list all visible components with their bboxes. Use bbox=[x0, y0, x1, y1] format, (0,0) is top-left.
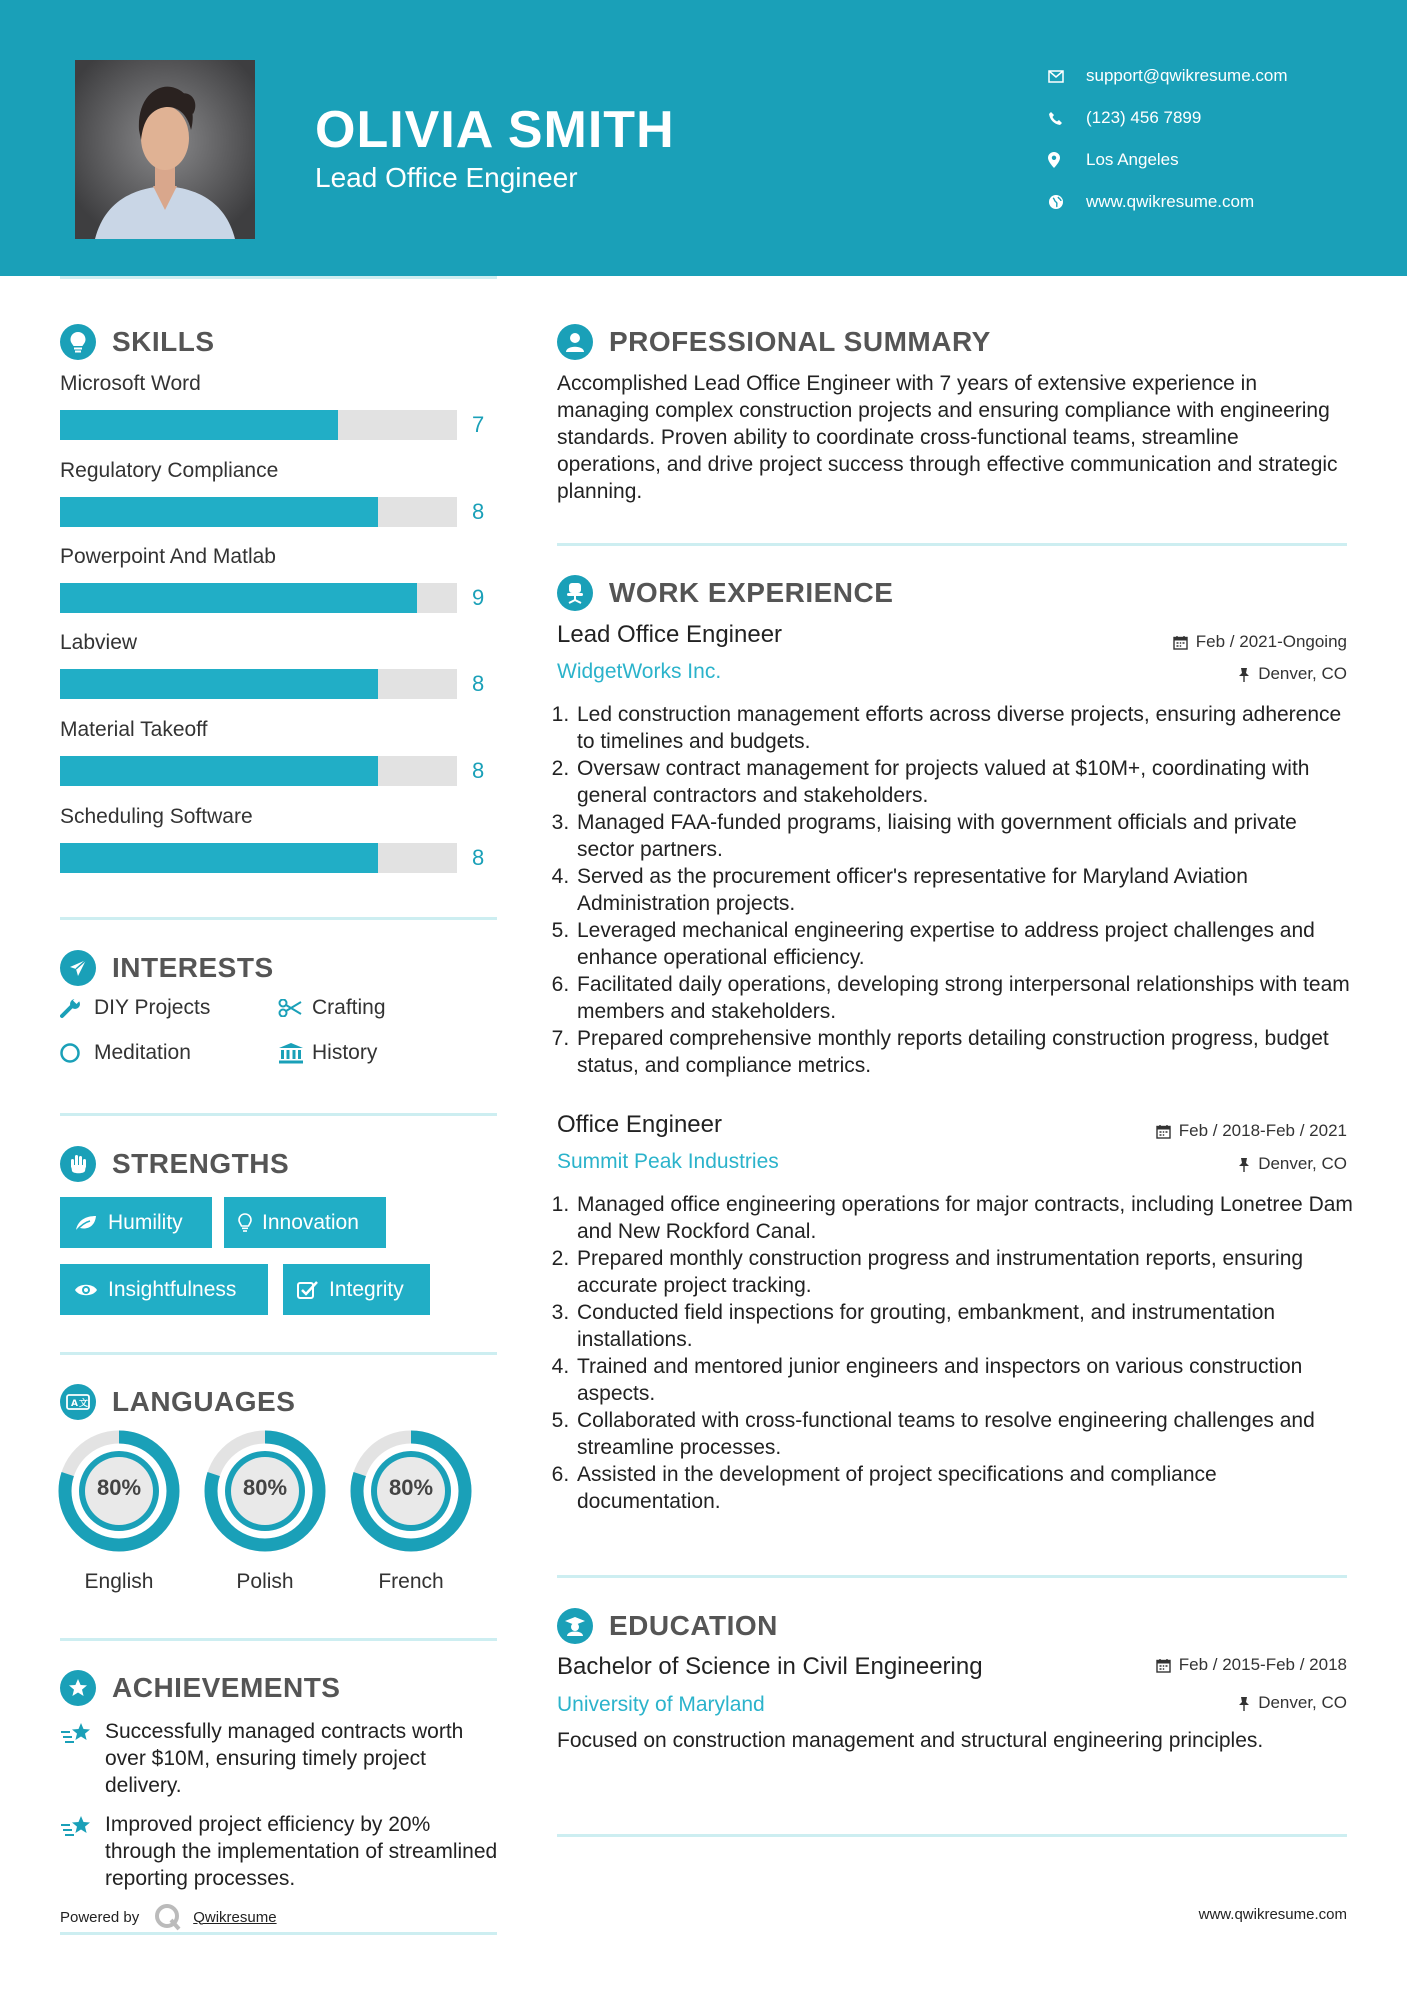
qwikresume-logo-icon bbox=[153, 1902, 183, 1932]
school-name: University of Maryland bbox=[557, 1693, 765, 1716]
skill-value: 8 bbox=[472, 671, 485, 696]
skill-item bbox=[60, 718, 500, 783]
skill-bar bbox=[60, 669, 457, 699]
hand-icon bbox=[60, 1146, 96, 1182]
skill-name: Microsoft Word bbox=[60, 372, 201, 395]
shooting-star-icon bbox=[60, 1718, 105, 1799]
skill-name: Regulatory Compliance bbox=[60, 459, 279, 482]
contact-phone[interactable] bbox=[1048, 97, 1288, 139]
language-percent: 80% bbox=[388, 1475, 434, 1500]
strengths-title: STRENGTHS bbox=[112, 1148, 290, 1179]
job-dates-text: Feb / 2018-Feb / 2021 bbox=[1178, 1121, 1347, 1140]
duty-item: 2. Prepared monthly construction progress and instrumentation reports, ensuring accurate project tracking. bbox=[575, 1245, 1357, 1299]
achievement-text: Improved project efficiency by 20% through the implementation of streamlined reporting processes. bbox=[105, 1813, 498, 1890]
skill-name: Scheduling Software bbox=[60, 805, 253, 828]
candidate-title: Lead Office Engineer bbox=[315, 162, 578, 193]
user-icon bbox=[557, 324, 593, 360]
check-square-icon bbox=[297, 1280, 319, 1300]
skill-value: 8 bbox=[472, 845, 485, 870]
strength-tag bbox=[60, 1264, 268, 1315]
star-badge-icon bbox=[60, 1670, 96, 1706]
language-percent: 80% bbox=[242, 1475, 288, 1500]
divider bbox=[557, 1575, 1347, 1578]
lightbulb-icon bbox=[60, 324, 96, 360]
duty-item: 7. Prepared comprehensive monthly reports detailing construction progress, budget status, and compliance metrics. bbox=[575, 1025, 1357, 1079]
resume-header bbox=[0, 0, 1407, 276]
education-title: EDUCATION bbox=[609, 1610, 778, 1641]
achievement-item bbox=[60, 1718, 500, 1799]
office-chair-icon bbox=[557, 575, 593, 611]
contact-website-text: www.qwikresume.com bbox=[1086, 192, 1255, 211]
languages-title: LANGUAGES bbox=[112, 1386, 296, 1417]
circle-icon bbox=[60, 1042, 94, 1064]
scissors-icon bbox=[278, 999, 312, 1017]
experience-title: WORK EXPERIENCE bbox=[609, 577, 894, 608]
skill-bar bbox=[60, 583, 457, 613]
job-company: Summit Peak Industries bbox=[557, 1150, 779, 1173]
job-location-text: Denver, CO bbox=[1258, 664, 1347, 683]
language-name: French bbox=[378, 1570, 444, 1593]
interests-heading bbox=[60, 948, 274, 988]
language-name: English bbox=[84, 1570, 154, 1593]
divider bbox=[60, 1113, 497, 1116]
duty-item: 6. Facilitated daily operations, developing strong interpersonal relationships with team members and stakeholders. bbox=[575, 971, 1357, 1025]
interest-name: Meditation bbox=[94, 1041, 191, 1064]
interest-name: DIY Projects bbox=[94, 996, 211, 1019]
skill-item bbox=[60, 545, 500, 610]
achievement-text: Successfully managed contracts worth over $10M, ensuring timely project delivery. bbox=[105, 1720, 464, 1797]
education-description: Focused on construction management and structural engineering principles. bbox=[557, 1729, 1264, 1752]
duty-item: 5. Collaborated with cross-functional teams to resolve engineering challenges and streamline processes. bbox=[575, 1407, 1357, 1461]
education-dates-text: Feb / 2015-Feb / 2018 bbox=[1178, 1655, 1347, 1674]
strength-tag bbox=[60, 1197, 212, 1248]
duty-item: 4. Trained and mentored junior engineers and inspectors on various construction aspects. bbox=[575, 1353, 1357, 1407]
education-dates bbox=[1156, 1655, 1347, 1675]
wrench-icon bbox=[60, 997, 94, 1019]
divider bbox=[557, 543, 1347, 546]
phone-icon bbox=[1048, 111, 1086, 126]
job-location-text: Denver, CO bbox=[1258, 1154, 1347, 1173]
strength-name: Integrity bbox=[329, 1277, 404, 1301]
strength-name: Humility bbox=[108, 1210, 183, 1234]
skill-bar-fill bbox=[60, 756, 378, 786]
graduate-icon bbox=[557, 1608, 593, 1644]
skill-bar-fill bbox=[60, 843, 378, 873]
duty-item: 1. Led construction management efforts across diverse projects, ensuring adherence to timelines and budgets. bbox=[575, 701, 1357, 755]
contact-list bbox=[1048, 55, 1288, 223]
duty-item: 4. Served as the procurement officer's representative for Maryland Aviation Administration projects. bbox=[575, 863, 1357, 917]
divider bbox=[557, 1834, 1347, 1837]
contact-website[interactable] bbox=[1048, 181, 1288, 223]
interest-name: Crafting bbox=[312, 996, 386, 1019]
interest-name: History bbox=[312, 1041, 378, 1064]
job-title: Office Engineer bbox=[557, 1111, 722, 1138]
skill-item bbox=[60, 372, 500, 437]
strength-name: Innovation bbox=[262, 1210, 359, 1234]
strengths-heading bbox=[60, 1144, 289, 1184]
divider bbox=[60, 1932, 497, 1935]
job-dates-text: Feb / 2021-Ongoing bbox=[1195, 632, 1347, 651]
language-name: Polish bbox=[236, 1570, 294, 1593]
envelope-icon bbox=[1048, 70, 1086, 83]
skill-bar bbox=[60, 843, 457, 873]
languages-heading bbox=[60, 1382, 295, 1422]
skills-heading bbox=[60, 322, 215, 362]
skill-item bbox=[60, 805, 500, 870]
degree-title: Bachelor of Science in Civil Engineering bbox=[557, 1653, 983, 1680]
skill-bar bbox=[60, 756, 457, 786]
language-item bbox=[204, 1430, 326, 1593]
leaf-icon bbox=[74, 1214, 98, 1232]
divider bbox=[60, 1638, 497, 1641]
job-dates bbox=[1156, 1121, 1347, 1141]
strength-name: Insightfulness bbox=[108, 1277, 237, 1301]
language-card-icon bbox=[60, 1384, 96, 1420]
svg-text:文: 文 bbox=[79, 1399, 89, 1409]
paper-plane-icon bbox=[60, 950, 96, 986]
skill-bar-fill bbox=[60, 583, 417, 613]
skill-value: 8 bbox=[472, 758, 485, 783]
calendar-icon bbox=[1156, 1124, 1171, 1139]
duty-item: 3. Managed FAA-funded programs, liaising with government officials and private sector partners. bbox=[575, 809, 1357, 863]
job-company: WidgetWorks Inc. bbox=[557, 660, 722, 683]
skill-value: 8 bbox=[472, 499, 485, 524]
pushpin-icon bbox=[1238, 667, 1250, 682]
calendar-icon bbox=[1156, 1658, 1171, 1673]
powered-by bbox=[60, 1902, 277, 1932]
language-percent: 80% bbox=[96, 1475, 142, 1500]
achievements-title: ACHIEVEMENTS bbox=[112, 1672, 341, 1703]
interest-item bbox=[60, 996, 210, 1020]
skill-value: 9 bbox=[472, 585, 485, 610]
interests-title: INTERESTS bbox=[112, 952, 274, 983]
divider bbox=[60, 276, 497, 279]
duty-item: 5. Leveraged mechanical engineering expertise to address project challenges and enhance operational efficiency. bbox=[575, 917, 1357, 971]
pushpin-icon bbox=[1238, 1696, 1250, 1711]
profile-photo bbox=[75, 60, 255, 239]
skill-bar-fill bbox=[60, 669, 378, 699]
bank-icon bbox=[278, 1042, 312, 1064]
job-duties bbox=[557, 1191, 1357, 1515]
strength-tag bbox=[283, 1264, 430, 1315]
eye-icon bbox=[74, 1282, 98, 1298]
contact-email-text: support@qwikresume.com bbox=[1086, 66, 1288, 85]
divider bbox=[60, 1352, 497, 1355]
skill-value: 7 bbox=[472, 412, 485, 437]
strength-tag bbox=[224, 1197, 386, 1248]
globe-icon bbox=[1048, 194, 1086, 210]
duty-item: 2. Oversaw contract management for projects valued at $10M+, coordinating with general contractors and stakeholders. bbox=[575, 755, 1357, 809]
skill-item bbox=[60, 631, 500, 696]
education-location bbox=[1238, 1693, 1347, 1713]
svg-text:A: A bbox=[71, 1399, 78, 1409]
achievements-heading bbox=[60, 1668, 340, 1708]
skill-name: Labview bbox=[60, 631, 138, 654]
skill-name: Material Takeoff bbox=[60, 718, 208, 741]
skill-bar bbox=[60, 410, 457, 440]
language-item bbox=[350, 1430, 472, 1593]
duty-item: 1. Managed office engineering operations for major contracts, including Lonetree Dam and New Rockford Canal. bbox=[575, 1191, 1357, 1245]
job-location bbox=[1238, 1154, 1347, 1174]
candidate-name: OLIVIA SMITH bbox=[315, 101, 675, 159]
contact-location bbox=[1048, 139, 1288, 181]
skill-bar-fill bbox=[60, 410, 338, 440]
contact-location-text: Los Angeles bbox=[1086, 150, 1179, 169]
calendar-icon bbox=[1173, 635, 1188, 650]
job-location bbox=[1238, 664, 1347, 684]
contact-phone-text: (123) 456 7899 bbox=[1086, 108, 1202, 127]
education-heading bbox=[557, 1606, 778, 1646]
footer-website-link[interactable]: www.qwikresume.com bbox=[1198, 1906, 1347, 1923]
contact-email[interactable] bbox=[1048, 55, 1288, 97]
interest-item bbox=[278, 996, 386, 1020]
language-item bbox=[58, 1430, 180, 1593]
pushpin-icon bbox=[1238, 1157, 1250, 1172]
shooting-star-icon bbox=[60, 1811, 105, 1892]
skills-title: SKILLS bbox=[112, 326, 215, 357]
powered-by-label: Powered by bbox=[60, 1908, 140, 1926]
skill-item bbox=[60, 459, 500, 524]
duty-item: 6. Assisted in the development of project specifications and compliance documentation. bbox=[575, 1461, 1357, 1515]
duty-item: 3. Conducted field inspections for grouting, embankment, and instrumentation installations. bbox=[575, 1299, 1357, 1353]
skill-bar bbox=[60, 497, 457, 527]
summary-title: PROFESSIONAL SUMMARY bbox=[609, 326, 991, 357]
lightbulb-icon bbox=[238, 1213, 252, 1233]
skill-bar-fill bbox=[60, 497, 378, 527]
qwikresume-link[interactable]: Qwikresume bbox=[193, 1908, 277, 1926]
skill-name: Powerpoint And Matlab bbox=[60, 545, 276, 568]
job-title: Lead Office Engineer bbox=[557, 621, 783, 648]
job-dates bbox=[1173, 632, 1347, 652]
experience-heading bbox=[557, 573, 893, 613]
interest-item bbox=[278, 1041, 377, 1065]
job-duties bbox=[557, 701, 1357, 1079]
divider bbox=[60, 917, 497, 920]
achievement-item bbox=[60, 1811, 500, 1892]
interest-item bbox=[60, 1041, 191, 1065]
summary-text: Accomplished Lead Office Engineer with 7 years of extensive experience in managing complex construction projects and ensuring compliance with engineering standards. Proven ability to coordinate cross-functional teams, streamline operations, and drive project success through effective communication and strategic planning. bbox=[557, 372, 1338, 503]
summary-heading bbox=[557, 322, 991, 362]
map-pin-icon bbox=[1048, 152, 1086, 168]
education-location-text: Denver, CO bbox=[1258, 1693, 1347, 1712]
